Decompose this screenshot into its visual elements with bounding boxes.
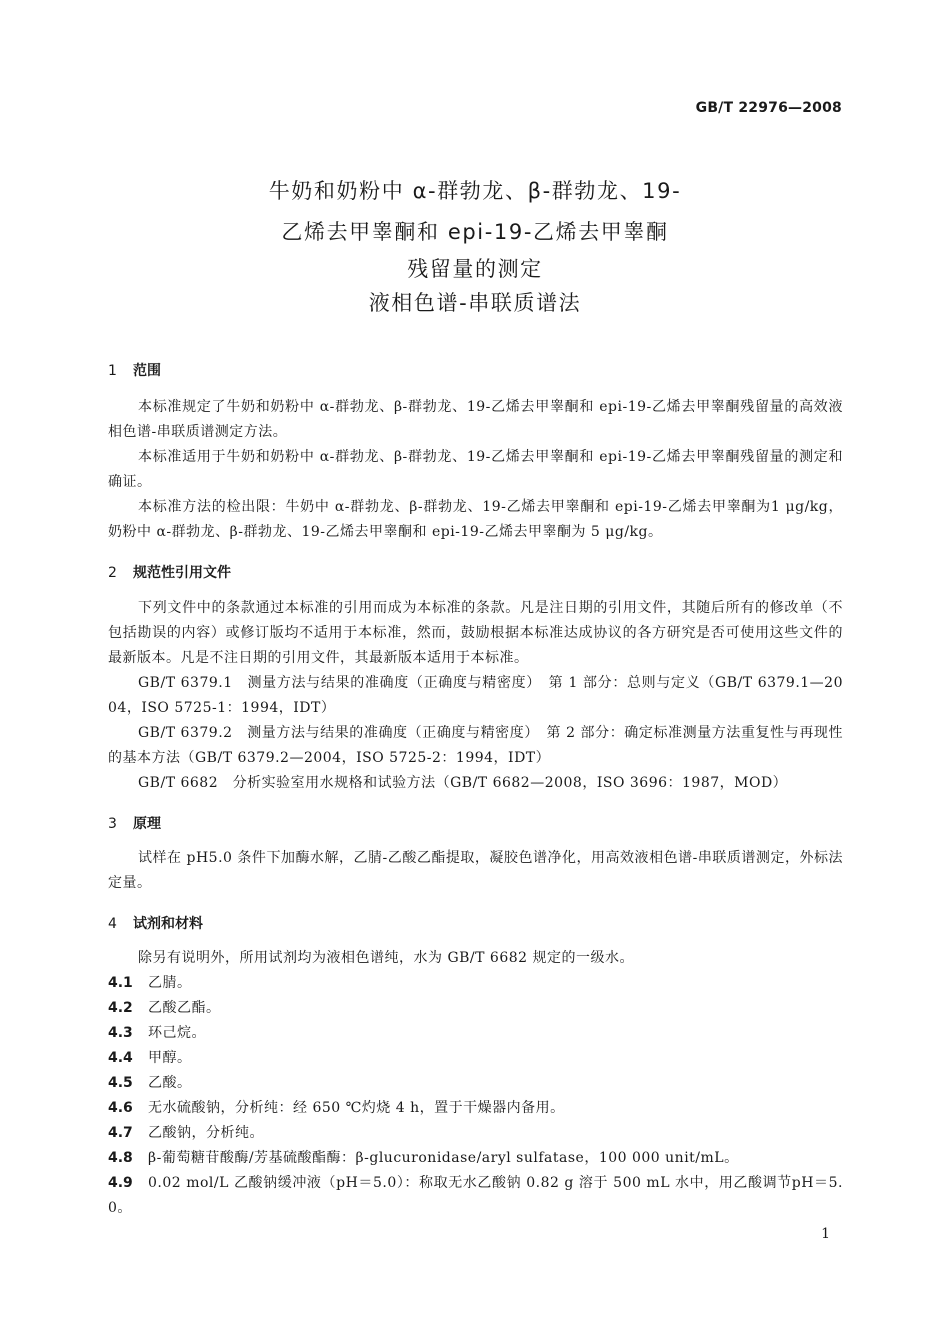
reagents-intro-paragraph: 除另有说明外，所用试剂均为液相色谱纯，水为 GB/T 6682 规定的一级水。 [138, 950, 635, 966]
reagent-item [108, 1096, 843, 1121]
item-text: 乙酸乙酯。 [148, 1000, 221, 1016]
item-number: 4.4 [108, 1050, 133, 1066]
item-text: 环己烷。 [148, 1025, 206, 1041]
section-title: 原理 [133, 816, 161, 832]
item-text: 乙酸钠，分析纯。 [148, 1125, 264, 1141]
section-number: 3 [108, 816, 117, 832]
principle-paragraph: 试样在 pH5.0 条件下加酶水解，乙腈-乙酸乙酯提取，凝胶色谱净化，用高效液相色谱-串联质谱测定，外标法定量。 [108, 850, 843, 891]
section-title: 试剂和材料 [133, 916, 203, 932]
title-line-2: 乙烯去甲睾酮和 epi-19-乙烯去甲睾酮 [281, 220, 669, 244]
section-heading-scope [108, 360, 161, 380]
item-number: 4.9 [108, 1175, 133, 1191]
section-number: 4 [108, 916, 117, 932]
reagent-item [108, 1046, 843, 1071]
reagent-item [108, 971, 843, 996]
standard-number: GB/T 22976—2008 [695, 100, 842, 116]
section-heading-principle [108, 813, 161, 833]
title-line-3: 残留量的测定 [407, 257, 543, 281]
reagent-item [108, 1171, 843, 1221]
item-number: 4.5 [108, 1075, 133, 1091]
item-number: 4.8 [108, 1150, 133, 1166]
reagent-item [108, 1146, 843, 1171]
section-number: 2 [108, 565, 117, 581]
reference-gbt-6379-1: GB/T 6379.1 测量方法与结果的准确度（正确度与精密度） 第 1 部分：总则与定义（GB/T 6379.1—2004，ISO 5725-1：1994，IDT） [108, 675, 843, 716]
item-number: 4.6 [108, 1100, 133, 1116]
section-title: 范围 [133, 363, 161, 379]
item-text: β-葡萄糖苷酸酶/芳基硫酸酯酶：β-glucuronidase/aryl sulfatase，100 000 unit/mL。 [148, 1150, 739, 1166]
item-text: 乙腈。 [148, 975, 192, 991]
title-line-1: 牛奶和奶粉中 α-群勃龙、β-群勃龙、19- [268, 179, 682, 203]
item-text: 无水硫酸钠，分析纯：经 650 ℃灼烧 4 h，置于干燥器内备用。 [148, 1100, 565, 1116]
section-heading-normative-references [108, 562, 231, 582]
reagent-item [108, 1121, 843, 1146]
reagent-item [108, 996, 843, 1021]
item-number: 4.2 [108, 1000, 133, 1016]
reagent-item [108, 1021, 843, 1046]
item-text: 乙酸。 [148, 1075, 192, 1091]
item-number: 4.7 [108, 1125, 133, 1141]
section-title: 规范性引用文件 [133, 565, 231, 581]
page-number: 1 [821, 1226, 830, 1242]
title-line-4: 液相色谱-串联质谱法 [368, 291, 582, 315]
scope-paragraph-3: 本标准方法的检出限：牛奶中 α-群勃龙、β-群勃龙、19-乙烯去甲睾酮和 epi-19-乙烯去甲睾酮为1 μg/kg，奶粉中 α-群勃龙、β-群勃龙、19-乙烯去甲睾酮和 epi-19-乙烯去甲睾酮为 5 μg/kg。 [108, 499, 843, 540]
item-text: 甲醇。 [148, 1050, 192, 1066]
reference-gbt-6682: GB/T 6682 分析实验室用水规格和试验方法（GB/T 6682—2008，ISO 3696：1987，MOD） [138, 775, 788, 791]
scope-paragraph-2: 本标准适用于牛奶和奶粉中 α-群勃龙、β-群勃龙、19-乙烯去甲睾酮和 epi-19-乙烯去甲睾酮残留量的测定和确证。 [108, 449, 843, 490]
scope-paragraph-1: 本标准规定了牛奶和奶粉中 α-群勃龙、β-群勃龙、19-乙烯去甲睾酮和 epi-19-乙烯去甲睾酮残留量的高效液相色谱-串联质谱测定方法。 [108, 399, 843, 440]
item-text: 0.02 mol/L 乙酸钠缓冲液（pH＝5.0）：称取无水乙酸钠 0.82 g 溶于 500 mL 水中，用乙酸调节pH＝5.0。 [108, 1175, 843, 1216]
item-number: 4.1 [108, 975, 133, 991]
reagent-item [108, 1071, 843, 1096]
references-intro-paragraph: 下列文件中的条款通过本标准的引用而成为本标准的条款。凡是注日期的引用文件，其随后所有的修改单（不包括勘误的内容）或修订版均不适用于本标准，然而，鼓励根据本标准达成协议的各方研究是否可使用这些文件的最新版本。凡是不注日期的引用文件，其最新版本适用于本标准。 [108, 600, 843, 666]
section-heading-reagents [108, 913, 203, 933]
section-number: 1 [108, 363, 117, 379]
reference-gbt-6379-2: GB/T 6379.2 测量方法与结果的准确度（正确度与精密度） 第 2 部分：确定标准测量方法重复性与再现性的基本方法（GB/T 6379.2—2004，ISO 5725-2：1994，IDT） [108, 725, 843, 766]
item-number: 4.3 [108, 1025, 133, 1041]
